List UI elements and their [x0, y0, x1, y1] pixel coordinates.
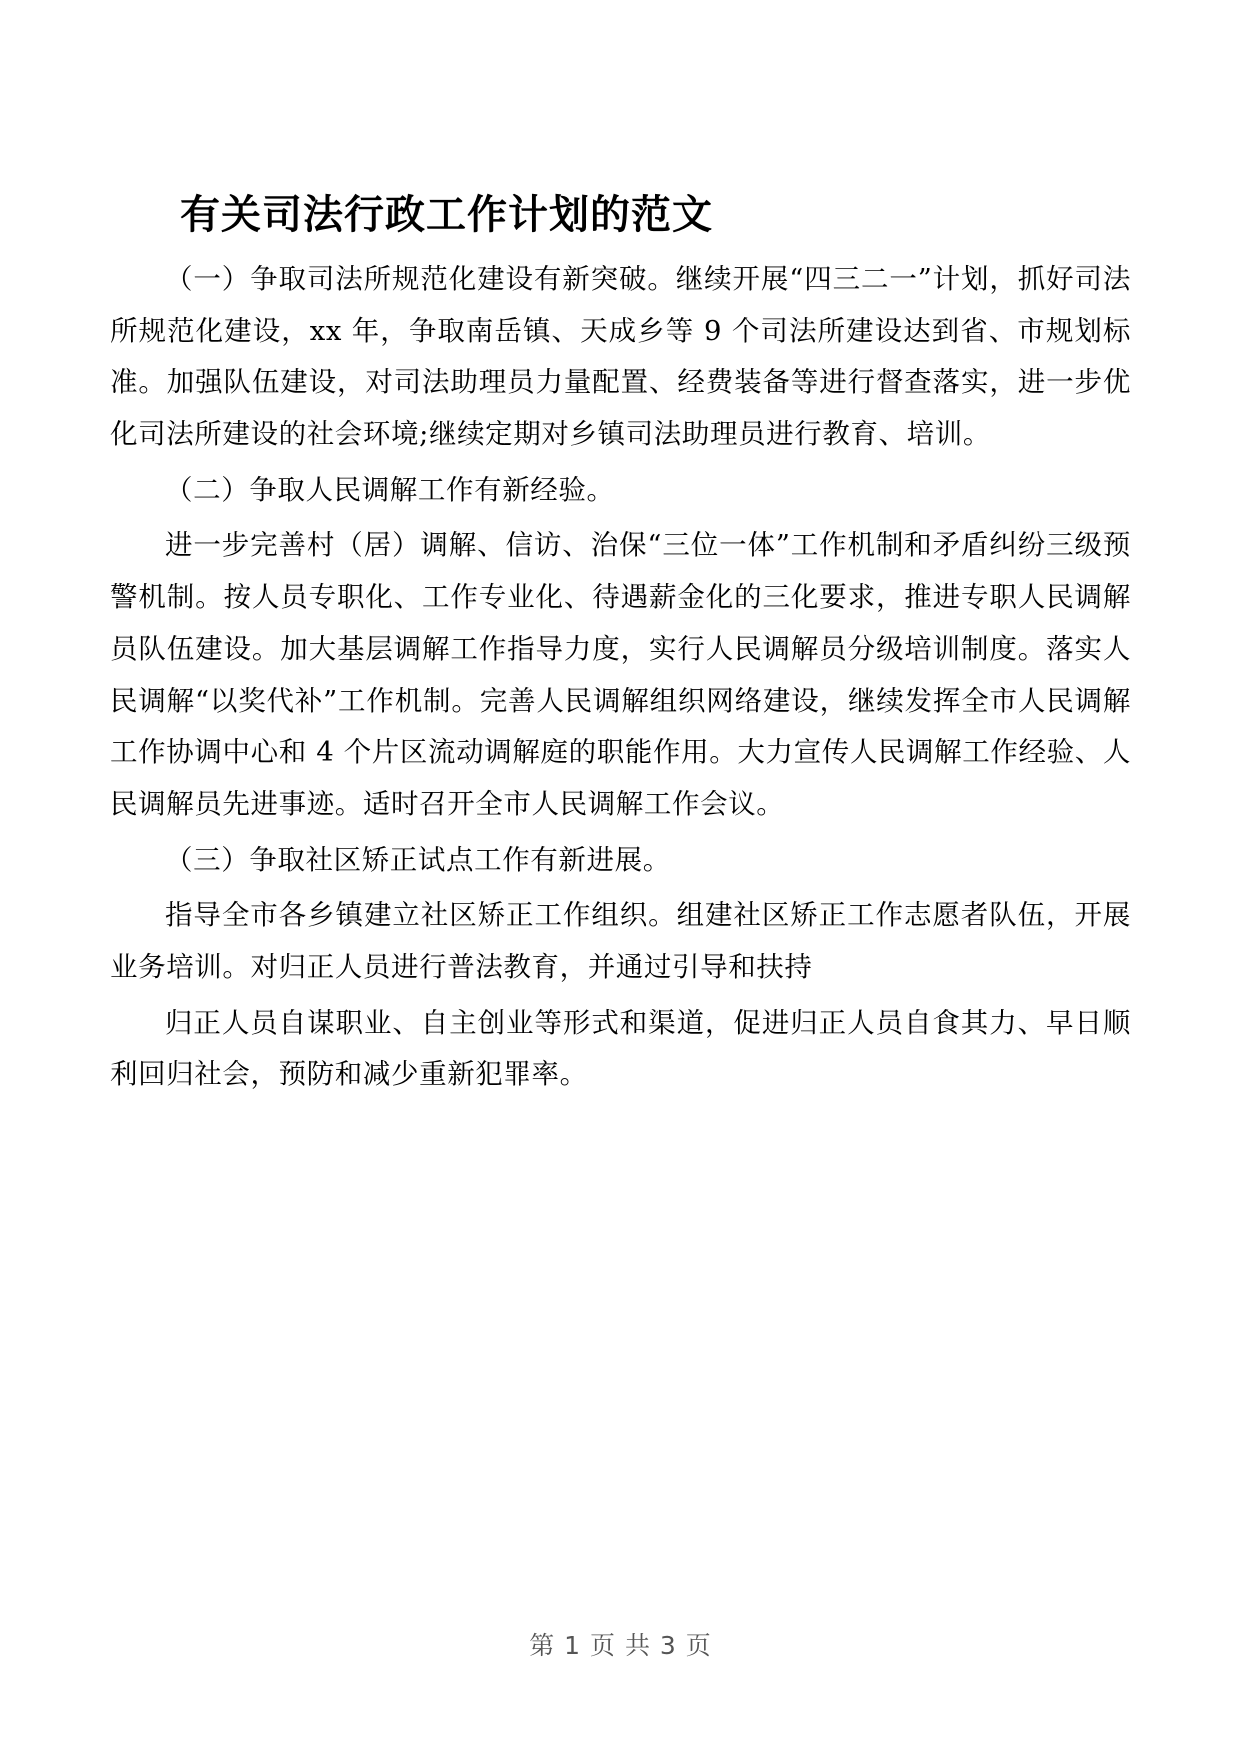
page-title: 有关司法行政工作计划的范文 [180, 192, 713, 238]
paragraph: 归正人员自谋职业、自主创业等形式和渠道，促进归正人员自食其力、早日顺利回归社会，预防和减少重新犯罪率。 [110, 1006, 1131, 1091]
document-body [110, 254, 1131, 1101]
paragraph: 进一步完善村（居）调解、信访、治保“三位一体”工作机制和矛盾纠纷三级预警机制。按人员专职化、工作专业化、待遇薪金化的三化要求，推进专职人民调解员队伍建设。加大基层调解工作指导力度，实行人民调解员分级培训制度。落实人民调解“以奖代补”工作机制。完善人民调解组织网络建设，继续发挥全市人民调解工作协调中心和 4 个片区流动调解庭的职能作用。大力宣传人民调解工作经验、人民调解员先进事迹。适时召开全市人民调解工作会议。 [110, 529, 1131, 820]
paragraph: 指导全市各乡镇建立社区矫正工作组织。组建社区矫正工作志愿者队伍，开展业务培训。对归正人员进行普法教育，并通过引导和扶持 [110, 899, 1131, 983]
paragraph: （一）争取司法所规范化建设有新突破。继续开展“四三二一”计划，抓好司法所规范化建设，xx 年，争取南岳镇、天成乡等 9 个司法所建设达到省、市规划标准。加强队伍建设，对司法助理员力量配置、经费装备等进行督查落实，进一步优化司法所建设的社会环境;继续定期对乡镇司法助理员进行教育、培训。 [110, 263, 1131, 451]
page-footer: 第 1 页 共 3 页 [529, 1631, 712, 1660]
paragraph: （二）争取人民调解工作有新经验。 [165, 473, 615, 506]
paragraph: （三）争取社区矫正试点工作有新进展。 [165, 843, 671, 876]
